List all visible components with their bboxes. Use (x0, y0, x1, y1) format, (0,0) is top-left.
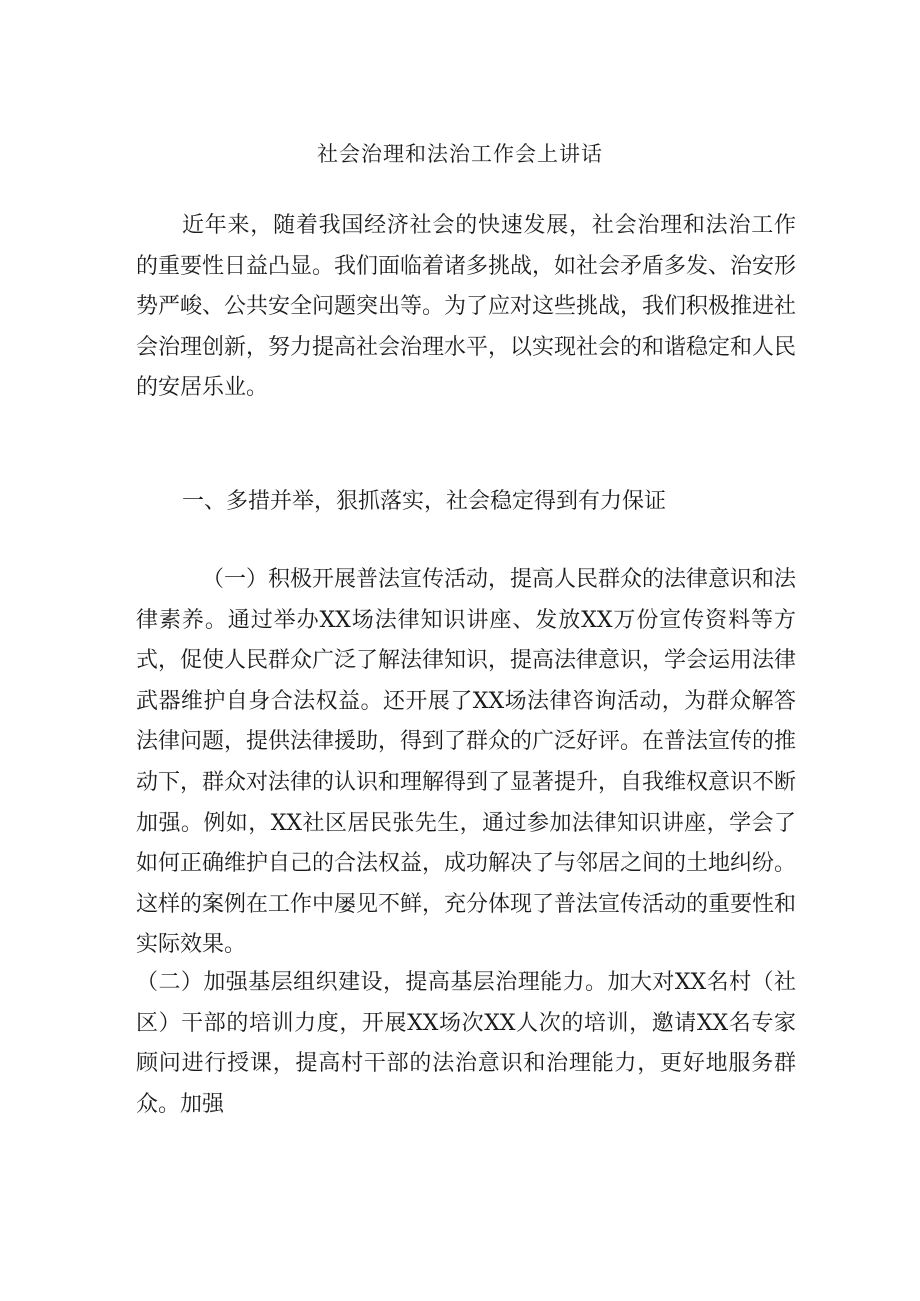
section-1-heading: 一、多措并举，狠抓落实，社会稳定得到有力保证 (182, 489, 667, 514)
section-1-item-1-paragraph: （一）积极开展普法宣传活动，提高人民群众的法律意识和法律素养。通过举办XX场法律知识讲座、发放XX万份宣传资料等方式，促使人民群众广泛了解法律知识，提高法律意识，学会运用法律武器维护自身合法权益。还开展了XX场法律咨询活动，为群众解答法律问题，提供法律援助，得到了群众的广泛好评。在普法宣传的推动下，群众对法律的认识和理解得到了显著提升，自我维权意识不断加强。例如，XX社区居民张先生，通过参加法律知识讲座，学会了如何正确维护自己的合法权益，成功解决了与邻居之间的土地纠纷。这样的案例在工作中屡见不鲜，充分体现了普法宣传活动的重要性和实际效果。 (136, 567, 797, 958)
document-title: 社会治理和法治工作会上讲话 (317, 142, 603, 166)
intro-paragraph: 近年来，随着我国经济社会的快速发展，社会治理和法治工作的重要性日益凸显。我们面临着诸多挑战，如社会矛盾多发、治安形势严峻、公共安全问题突出等。为了应对这些挑战，我们积极推进社会治理创新，努力提高社会治理水平，以实现社会的和谐稳定和人民的安居乐业。 (136, 213, 797, 401)
section-1-item-2-paragraph: （二）加强基层组织建设，提高基层治理能力。加大对XX名村（社区）干部的培训力度，开展XX场次XX人次的培训，邀请XX名专家顾问进行授课，提高村干部的法治意识和治理能力，更好地服务群众。加强 (136, 970, 796, 1117)
